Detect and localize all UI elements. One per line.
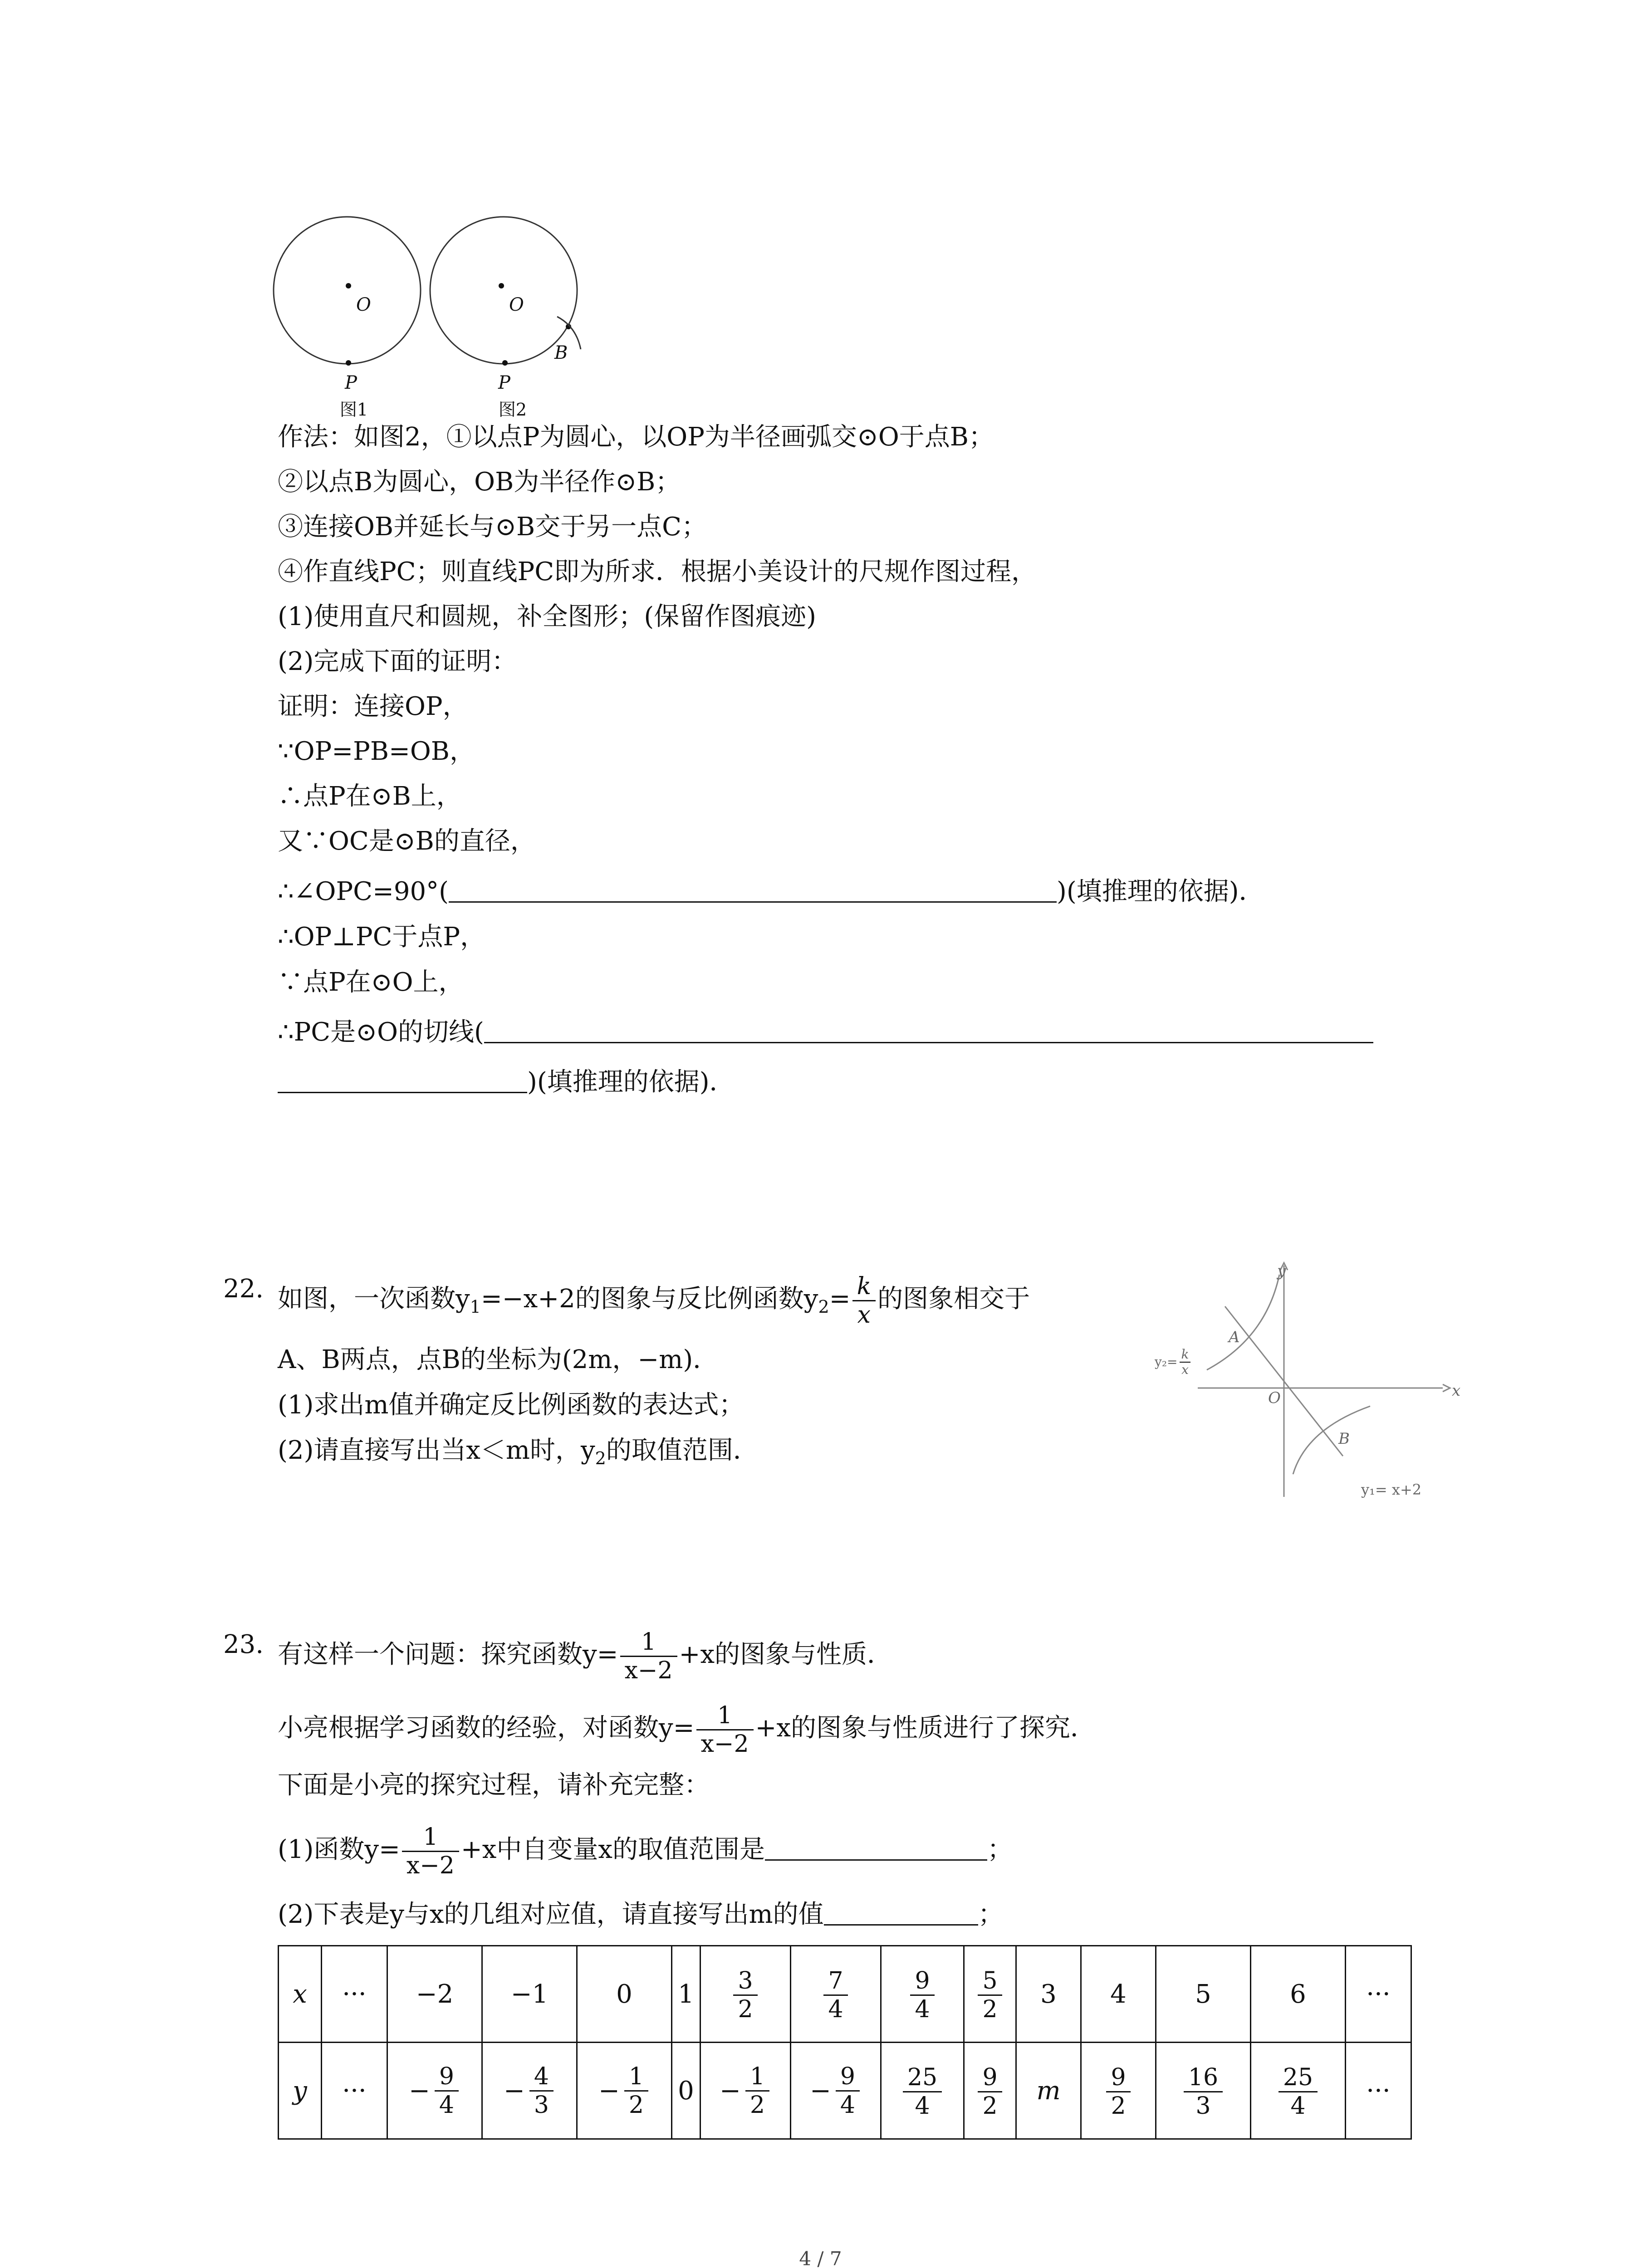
table-fraction [1277,2064,1319,2120]
q23-frac2-num: 1 [696,1702,754,1730]
fraction-numerator: 9 [978,2064,1002,2092]
method-step-3: ③连接OB并延长与⊙B交于另一点C； [278,512,707,542]
q22-line-1d: 的图象相交于 [877,1284,1030,1314]
table-fraction [1182,2064,1225,2120]
q22-fraction-k-over-x [852,1273,876,1329]
q23-line-1-post: +x的图象与性质． [679,1640,893,1669]
graph-label-y2-den: x [1181,1362,1189,1377]
q22-line-1c: = [829,1284,851,1314]
fraction-denominator: 2 [628,2091,644,2119]
fraction-denominator: 4 [840,2091,855,2119]
table-y-cell: ··· [322,2043,387,2139]
fraction-denominator: 4 [915,1995,930,2023]
q22-line-2: A、B两点，点B的坐标为(2m，−m)． [278,1345,719,1374]
table-row-y [279,2043,1411,2139]
fraction [978,2064,1002,2120]
fraction-numerator: 5 [978,1967,1002,1996]
fraction [903,2064,942,2120]
proof-line-2: ∵OP=PB=OB， [278,737,475,766]
table-fraction [976,1967,1004,2023]
circle-fig1 [274,217,421,364]
table-y-cell [577,2043,672,2139]
answer-blank-domain[interactable] [765,1836,987,1861]
q23-line-4-post: +x中自变量x的取值范围是 [460,1835,765,1864]
q22-sub-2: 2 [818,1297,829,1317]
q22-line-3: (1)求出m值并确定反比例函数的表达式； [278,1390,745,1420]
table-y-cell [387,2043,482,2139]
answer-blank-m[interactable] [824,1901,978,1926]
fraction-denominator: 4 [828,1995,843,2023]
hyperbola-right-branch [1293,1406,1370,1474]
fraction-sign: − [503,2076,525,2106]
table-fraction [810,2063,862,2119]
label-p-fig1: P [345,372,357,393]
fraction-sign: − [598,2076,620,2106]
fraction-numerator: 3 [733,1967,757,1996]
proof-line-5 [278,875,1264,908]
proof-line-7: ∵点P在⊙O上， [278,968,464,997]
table-x-cell [700,1946,791,2043]
graph-label-o: O [1268,1389,1281,1407]
circle-figures [263,213,599,417]
q23-line-1-pre: 有这样一个问题：探究函数y= [278,1640,618,1669]
label-o-fig2: O [509,294,524,315]
table-y-cell [1156,2043,1251,2139]
fraction [836,2063,860,2119]
q22-line-4-sub: 2 [595,1448,606,1469]
table-y-cell [700,2043,791,2139]
point-p-fig1 [346,360,351,366]
fraction-denominator: 3 [1195,2092,1211,2120]
table-y-cell [791,2043,881,2139]
fraction-numerator: 25 [903,2064,942,2092]
q23-line-4-end: ； [987,1835,1013,1864]
table-row-x [279,1946,1411,2043]
fraction-numerator: 1 [745,2063,769,2092]
proof-line-3: ∴点P在⊙B上， [278,782,462,811]
table-y-cell [1251,2043,1346,2139]
proof-line-9 [278,1066,735,1099]
fraction-sign: − [719,2076,741,2106]
proof-line-9-post: )(填推理的依据)． [527,1067,735,1097]
fraction [1279,2064,1318,2120]
hyperbola-left-branch [1207,1275,1279,1370]
fraction-denominator: 2 [738,1995,753,2023]
fraction-denominator: 4 [915,2092,930,2120]
table-x-cell [881,1946,964,2043]
q23-number: 23. [223,1630,264,1659]
table-x-cell: ··· [322,1946,387,2043]
fraction-numerator: 9 [910,1967,934,1996]
q23-line-5-end: ； [978,1900,1004,1929]
fraction [624,2063,648,2119]
fraction [435,2063,459,2119]
graph-label-x: x [1452,1382,1461,1400]
fraction [823,1967,847,2023]
label-b-fig2: B [554,342,568,363]
fraction-numerator: 4 [529,2063,554,2092]
fraction-numerator: 16 [1184,2064,1223,2092]
q23-frac1-den: x−2 [624,1657,673,1684]
proof-line-5-pre: ∴∠OPC=90°( [278,877,449,906]
table-y-cell [881,2043,964,2139]
center-dot-fig2 [499,283,504,288]
part-1: (1)使用直尺和圆规，补全图形；(保留作图痕迹) [278,602,817,631]
fraction-denominator: 4 [1290,2092,1306,2120]
q23-line-4-pre: (1)函数y= [278,1835,400,1864]
q23-line-2-post: +x的图象与性质进行了探究． [755,1713,1096,1743]
fraction-numerator: 1 [624,2063,648,2092]
table-x-cell [964,1946,1016,2043]
label-p-fig2: P [498,372,510,393]
table-y-cell [1081,2043,1156,2139]
table-x-cell: 1 [672,1946,700,2043]
q22-number: 22. [223,1274,264,1304]
table-fraction [901,2064,944,2120]
table-x-cell: 0 [577,1946,672,2043]
page-number: 4 / 7 [799,2248,842,2268]
fraction-denominator: 2 [982,1995,998,2023]
fraction-denominator: 2 [749,2091,765,2119]
q22-frac-num: k [852,1273,876,1301]
fraction [910,1967,934,2023]
graph-label-a: A [1229,1328,1240,1346]
q23-line-1 [278,1628,892,1684]
q22-line-1b: =−x+2的图象与反比例函数y [480,1284,818,1314]
point-p-fig2 [502,360,508,366]
q23-fraction-3 [402,1823,459,1879]
q23-line-2 [278,1702,1096,1758]
proof-line-6: ∴OP⊥PC于点P， [278,922,486,952]
fraction [1106,2064,1130,2120]
q22-frac-den: x [857,1301,871,1329]
table-y-cell [964,2043,1016,2139]
table-x-cell: 6 [1251,1946,1346,2043]
table-y-cell: 0 [672,2043,700,2139]
q23-frac3-den: x−2 [406,1852,455,1879]
table-x-cell [791,1946,881,2043]
answer-blank-reason-2b[interactable] [278,1068,527,1093]
method-step-2: ②以点B为圆心，OB为半径作⊙B； [278,467,681,497]
center-dot-fig1 [346,283,351,288]
q22-line-4a: (2)请直接写出当x＜m时，y [278,1436,595,1465]
proof-line-5-post: )(填推理的依据)． [1057,877,1264,906]
fraction [1184,2064,1223,2120]
q23-line-5 [278,1898,1004,1931]
table-y-cell [482,2043,577,2139]
value-table [278,1945,1412,2140]
table-fraction [822,1967,849,2023]
graph-label-y1: y₁= x+2 [1361,1481,1422,1498]
answer-blank-reason-1[interactable] [449,878,1057,903]
fraction-denominator: 3 [534,2091,549,2119]
answer-blank-reason-2a[interactable] [484,1018,1373,1043]
fraction [529,2063,554,2119]
part-2: (2)完成下面的证明： [278,647,517,676]
table-fraction [409,2063,460,2119]
fraction-numerator: 9 [836,2063,860,2092]
proof-line-8-pre: ∴PC是⊙O的切线( [278,1017,484,1047]
fraction-denominator: 2 [982,2092,998,2120]
q22-graph [1152,1256,1461,1501]
table-row-label-x: x [279,1946,322,2043]
table-y-cell: m [1016,2043,1081,2139]
q23-frac3-num: 1 [402,1823,459,1852]
q23-frac2-den: x−2 [700,1730,749,1758]
method-step-1: 作法：如图2，①以点P为圆心，以OP为半径画弧交⊙O于点B； [278,422,994,452]
fraction-sign: − [408,2076,430,2106]
q22-line-4b: 的取值范围． [606,1436,759,1465]
table-x-cell: −1 [482,1946,577,2043]
fraction-sign: − [809,2076,831,2106]
caption-fig2: 图2 [498,400,527,420]
table-y-cell: ··· [1346,2043,1411,2139]
fraction [745,2063,769,2119]
method-step-4: ④作直线PC；则直线PC即为所求．根据小美设计的尺规作图过程， [278,557,1037,587]
q23-fraction-1 [620,1628,677,1684]
table-x-cell: 3 [1016,1946,1081,2043]
table-fraction [731,1967,759,2023]
table-x-cell: −2 [387,1946,482,2043]
q23-line-4 [278,1823,1013,1879]
fraction-numerator: 9 [1106,2064,1130,2092]
fraction-numerator: 7 [823,1967,847,1996]
table-x-cell: 4 [1081,1946,1156,2043]
q23-frac1-num: 1 [620,1628,677,1657]
q23-line-2-pre: 小亮根据学习函数的经验，对函数y= [278,1713,695,1743]
table-x-cell: 5 [1156,1946,1251,2043]
fraction-numerator: 25 [1279,2064,1318,2092]
q23-line-3: 下面是小亮的探究过程，请补充完整： [278,1770,710,1800]
fraction-denominator: 4 [439,2091,454,2119]
caption-fig1: 图1 [339,400,368,420]
fraction [733,1967,757,2023]
proof-line-1: 证明：连接OP， [278,692,468,721]
q23-fraction-2 [696,1702,754,1758]
graph-label-y2-num: k [1180,1347,1191,1363]
table-row-label-y: y [279,2043,322,2139]
x-axis-arrow [1443,1384,1450,1392]
fraction-numerator: 9 [435,2063,459,2092]
graph-label-y2-text: y₂= [1155,1354,1178,1369]
fraction [978,1967,1002,2023]
label-o-fig1: O [356,294,371,315]
table-fraction [908,1967,936,2023]
table-x-cell: ··· [1346,1946,1411,2043]
table-fraction [1104,2064,1132,2120]
graph-label-b: B [1338,1430,1350,1448]
graph-label-y2 [1155,1347,1192,1377]
table-fraction [720,2063,771,2119]
fraction-denominator: 2 [1111,2092,1126,2120]
table-fraction [598,2063,650,2119]
proof-line-4: 又∵OC是⊙B的直径， [278,826,536,856]
q22-line-1 [278,1273,1030,1329]
graph-label-y: y [1277,1262,1286,1280]
q22-sub-1: 1 [470,1297,481,1317]
proof-line-8 [278,1016,1373,1049]
q22-line-4 [278,1434,759,1475]
table-fraction [504,2063,555,2119]
graph-label-y2-frac [1180,1347,1191,1377]
table-fraction [976,2064,1004,2120]
q22-line-1a: 如图，一次函数y [278,1284,470,1314]
q23-line-5-text: (2)下表是y与x的几组对应值，请直接写出m的值 [278,1900,824,1929]
